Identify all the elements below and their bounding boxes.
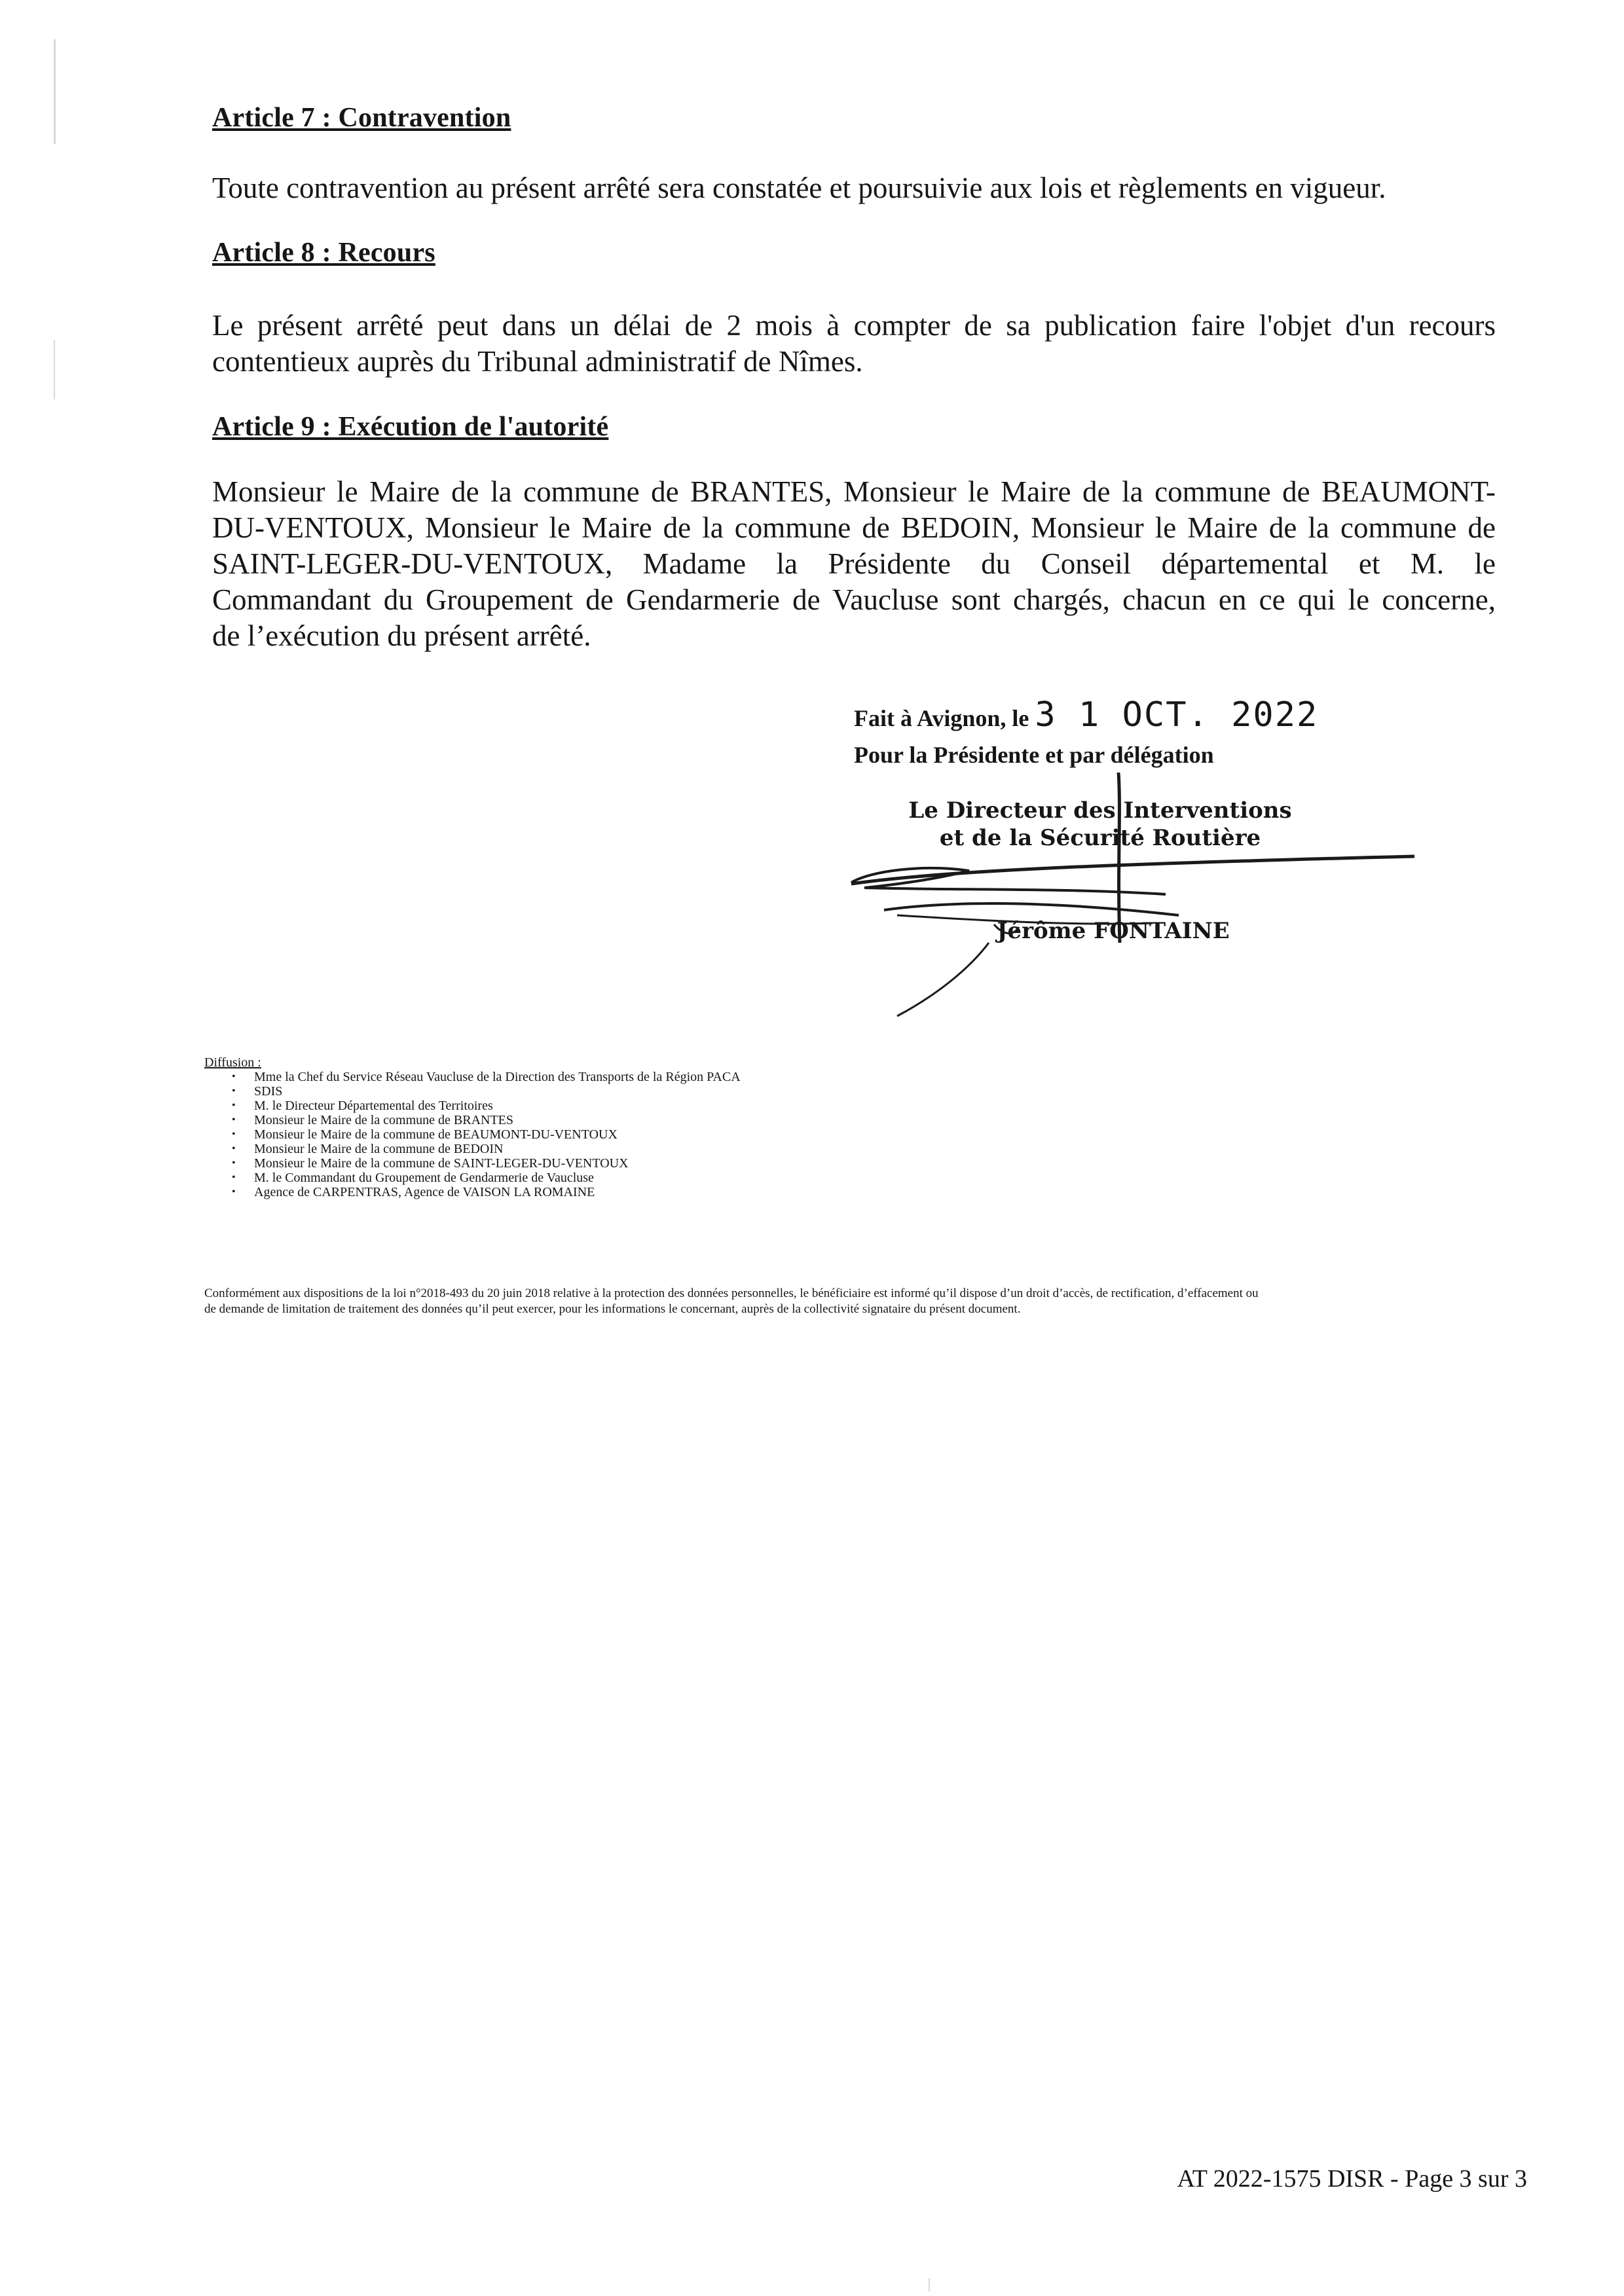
diffusion-item: • M. le Directeur Départemental des Territoires: [254, 1099, 741, 1113]
signature-place-date: [854, 695, 1318, 735]
article-9-text: [212, 474, 1496, 654]
data-protection-line: de demande de limitation de traitement des données qu’il peut exercer, pour les informations le concernant, auprès de la collectivité signataire du présent document.: [204, 1302, 1021, 1316]
diffusion-title: Diffusion :: [204, 1055, 261, 1070]
diffusion-item: • SDIS: [254, 1084, 741, 1099]
scan-mark: [54, 340, 55, 399]
diffusion-item: • M. le Commandant du Groupement de Gendarmerie de Vaucluse: [254, 1171, 741, 1185]
article-7-title: Article 7 : Contravention: [212, 103, 511, 133]
article-7-text: [212, 170, 1496, 206]
article-8-line: Le présent arrêté peut dans un délai de 2 mois à compter de sa publication faire l'objet d'un recours: [212, 309, 1496, 342]
article-8-text: [212, 308, 1496, 380]
article-9-line: Monsieur le Maire de la commune de BRANTES, Monsieur le Maire de la commune de BEAUMONT-: [212, 475, 1496, 508]
diffusion-list: [254, 1070, 741, 1199]
diffusion-item: • Monsieur le Maire de la commune de BEAUMONT-DU-VENTOUX: [254, 1127, 741, 1142]
diffusion-item: • Mme la Chef du Service Réseau Vaucluse de la Direction des Transports de la Région PACA: [254, 1070, 741, 1084]
handwritten-signature: [825, 773, 1441, 1021]
date-stamp: 3 1 OCT. 2022: [1035, 695, 1319, 735]
article-8-title: Article 8 : Recours: [212, 238, 435, 268]
article-9-line: SAINT-LEGER-DU-VENTOUX, Madame la Présidente du Conseil départemental et M. le: [212, 547, 1496, 580]
signature-role-line2: et de la Sécurité Routière: [939, 825, 1261, 851]
page-footer-reference: AT 2022-1575 DISR - Page 3 sur 3: [1177, 2165, 1527, 2193]
data-protection-line: Conformément aux dispositions de la loi n°2018-493 du 20 juin 2018 relative à la protection des données personnelles, le bénéficiaire est informé qu’il dispose d’un droit d’accès, de rectification, d’effacement ou: [204, 1286, 1259, 1300]
diffusion-item: • Monsieur le Maire de la commune de BEDOIN: [254, 1142, 741, 1156]
signatory-name: Jérôme FONTAINE: [997, 918, 1230, 944]
scan-mark: [929, 2278, 930, 2291]
article-9-title: Article 9 : Exécution de l'autorité: [212, 412, 609, 442]
signature-place: Fait à Avignon, le: [854, 705, 1029, 731]
diffusion-item: • Agence de CARPENTRAS, Agence de VAISON LA ROMAINE: [254, 1185, 741, 1199]
signature-role-line1: Le Directeur des Interventions: [908, 797, 1292, 824]
diffusion-item: • Monsieur le Maire de la commune de BRANTES: [254, 1113, 741, 1127]
article-7-line: Toute contravention au présent arrêté sera constatée et poursuivie aux lois et règlements en vigueur.: [212, 172, 1386, 204]
article-8-line: contentieux auprès du Tribunal administratif de Nîmes.: [212, 345, 863, 378]
signature-delegation: Pour la Présidente et par délégation: [854, 742, 1214, 768]
article-9-line: Commandant du Groupement de Gendarmerie de Vaucluse sont chargés, chacun en ce qui le concerne,: [212, 583, 1496, 616]
article-9-line: de l’exécution du présent arrêté.: [212, 619, 591, 652]
diffusion-item: • Monsieur le Maire de la commune de SAINT-LEGER-DU-VENTOUX: [254, 1156, 741, 1171]
scan-mark: [54, 39, 56, 144]
data-protection-note: [204, 1286, 1527, 1317]
article-9-line: DU-VENTOUX, Monsieur le Maire de la commune de BEDOIN, Monsieur le Maire de la commune de: [212, 511, 1496, 544]
